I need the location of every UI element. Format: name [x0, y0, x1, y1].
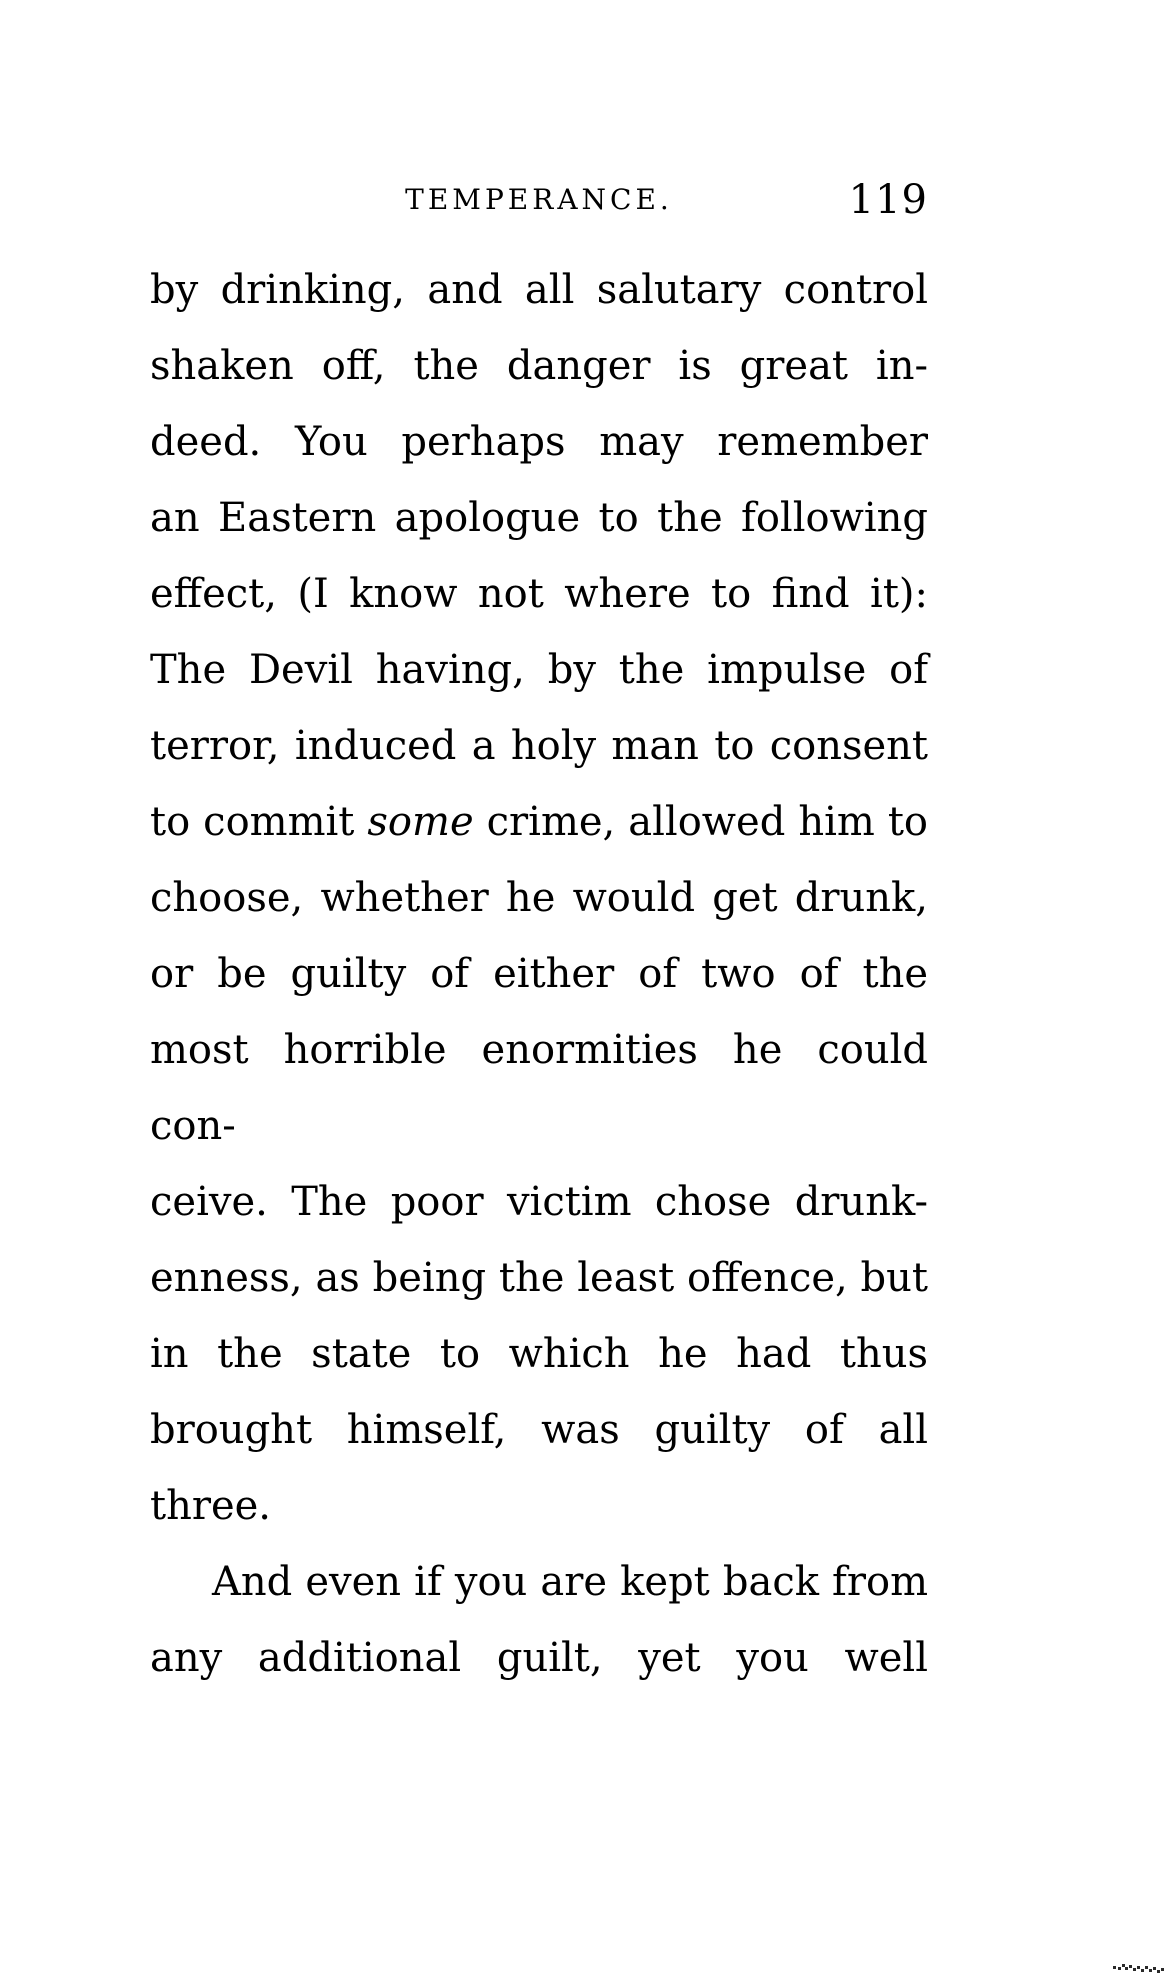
running-header-title: TEMPERANCE. [405, 183, 673, 216]
text-line: or be guilty of either of two of the [150, 951, 928, 997]
scan-noise-artifact [1113, 1962, 1165, 1973]
text-line: most horrible enormities he could con- [150, 1027, 928, 1149]
text-line: The Devil having, by the impulse of [150, 647, 928, 693]
text-line: effect, (I know not where to find it): [150, 571, 928, 617]
text-line: brought himself, was guilty of all [150, 1407, 928, 1453]
page-body [150, 252, 928, 1696]
page-number: 119 [848, 177, 928, 223]
text-line: by drinking, and all salutary control [150, 267, 928, 313]
paragraph [150, 252, 928, 1544]
page-header [150, 177, 928, 232]
text-line: And even if you are kept back from [212, 1559, 928, 1605]
text-line: an Eastern apologue to the following [150, 495, 928, 541]
text-line: terror, induced a holy man to consent [150, 723, 928, 769]
text-line: three. [150, 1483, 272, 1529]
text-line: deed. You perhaps may remember [150, 419, 928, 465]
text-line [150, 784, 928, 860]
text-line: ceive. The poor victim chose drunk- [150, 1179, 928, 1225]
text-line: in the state to which he had thus [150, 1331, 928, 1377]
text-line: any additional guilt, yet you well [150, 1635, 928, 1681]
italic-word: some [367, 799, 474, 845]
text-line: choose, whether he would get drunk, [150, 875, 928, 921]
line-text: to commit [150, 799, 368, 845]
line-text: crime, allowed him to [473, 799, 928, 845]
text-line: enness, as being the least offence, but [150, 1255, 928, 1301]
paragraph [150, 1544, 928, 1696]
text-line: shaken off, the danger is great in- [150, 343, 928, 389]
